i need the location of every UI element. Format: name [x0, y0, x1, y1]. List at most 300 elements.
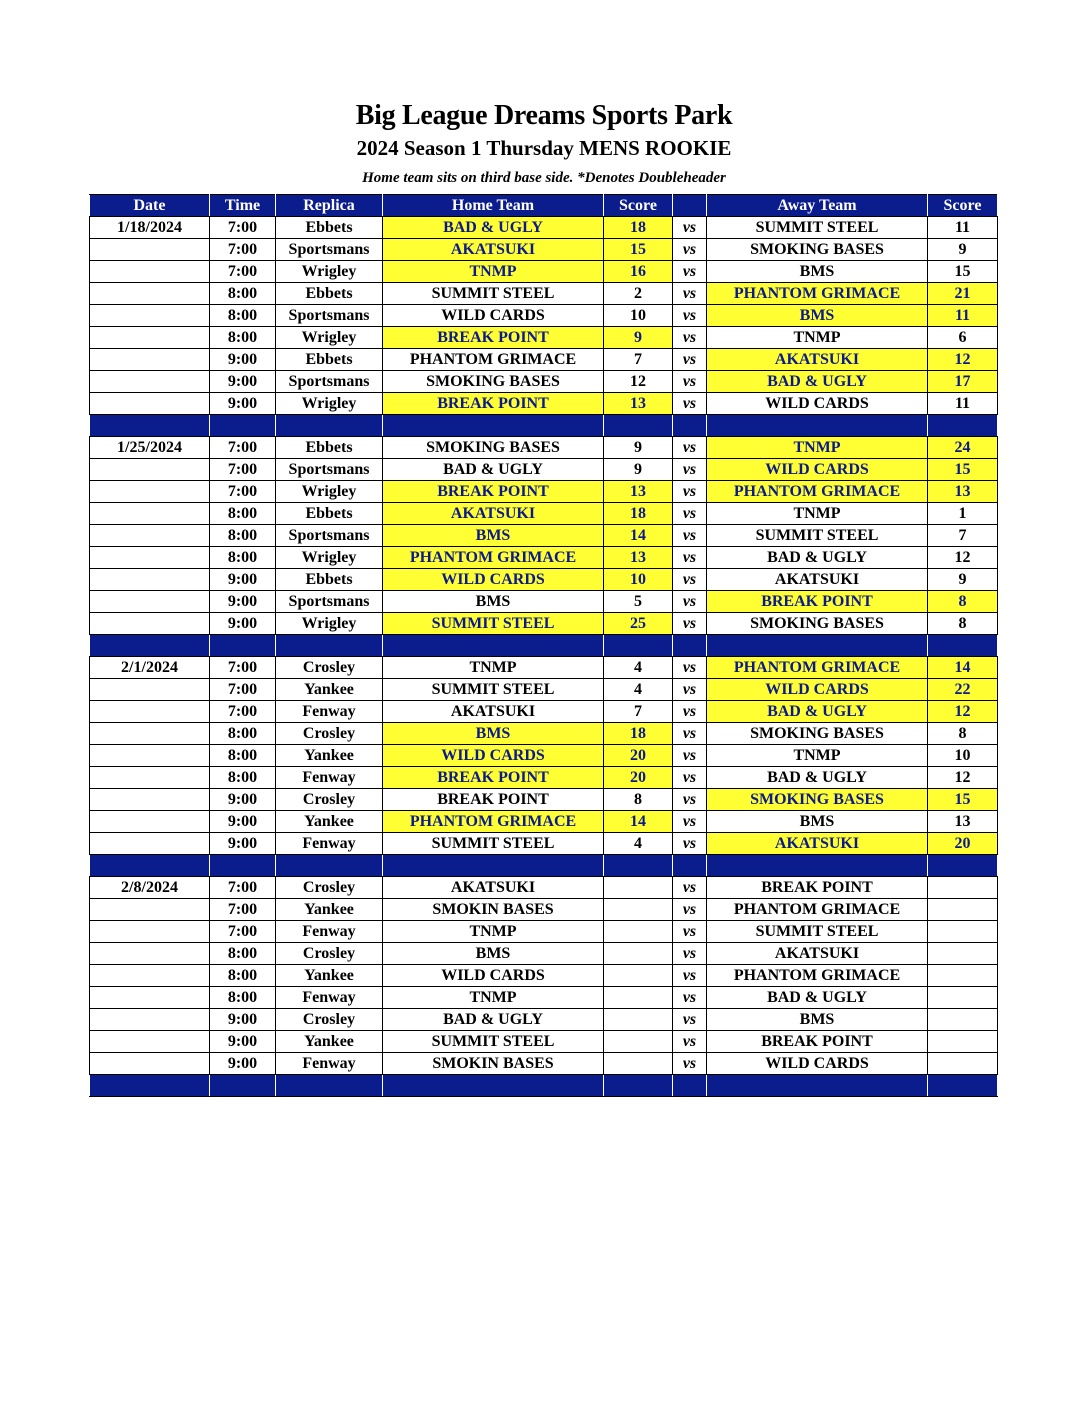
col-header-away-team: Away Team — [707, 195, 928, 217]
game-row — [90, 1009, 998, 1031]
home-score: 4 — [604, 679, 673, 701]
separator-cell — [673, 1075, 707, 1097]
separator-cell — [707, 855, 928, 877]
vs-label: vs — [673, 613, 707, 635]
home-team: AKATSUKI — [383, 503, 604, 525]
game-replica: Fenway — [276, 987, 383, 1009]
away-score: 9 — [928, 239, 998, 261]
vs-label: vs — [673, 767, 707, 789]
game-time: 7:00 — [210, 921, 276, 943]
away-team: SMOKING BASES — [707, 789, 928, 811]
game-row — [90, 217, 998, 239]
game-time: 9:00 — [210, 349, 276, 371]
game-date — [90, 943, 210, 965]
game-time: 8:00 — [210, 305, 276, 327]
separator-cell — [707, 1075, 928, 1097]
away-team: PHANTOM GRIMACE — [707, 481, 928, 503]
game-row — [90, 789, 998, 811]
home-team: BMS — [383, 591, 604, 613]
vs-label: vs — [673, 789, 707, 811]
vs-label: vs — [673, 965, 707, 987]
game-row — [90, 437, 998, 459]
away-score: 7 — [928, 525, 998, 547]
away-team: WILD CARDS — [707, 679, 928, 701]
home-score — [604, 921, 673, 943]
game-replica: Crosley — [276, 723, 383, 745]
table-header-row — [90, 195, 998, 217]
home-score: 13 — [604, 547, 673, 569]
separator-cell — [276, 855, 383, 877]
separator-cell — [210, 855, 276, 877]
game-time: 9:00 — [210, 569, 276, 591]
away-team: SMOKING BASES — [707, 723, 928, 745]
home-team: WILD CARDS — [383, 745, 604, 767]
separator-cell — [928, 635, 998, 657]
away-score: 6 — [928, 327, 998, 349]
game-row — [90, 921, 998, 943]
game-replica: Ebbets — [276, 283, 383, 305]
col-header-vs — [673, 195, 707, 217]
game-date — [90, 239, 210, 261]
away-score — [928, 987, 998, 1009]
game-date — [90, 723, 210, 745]
separator-cell — [604, 635, 673, 657]
separator-cell — [276, 635, 383, 657]
away-score: 22 — [928, 679, 998, 701]
away-team: WILD CARDS — [707, 1053, 928, 1075]
home-team: PHANTOM GRIMACE — [383, 349, 604, 371]
home-team: SUMMIT STEEL — [383, 613, 604, 635]
away-team: WILD CARDS — [707, 393, 928, 415]
away-team: BAD & UGLY — [707, 987, 928, 1009]
separator-cell — [90, 1075, 210, 1097]
game-date — [90, 613, 210, 635]
game-time: 8:00 — [210, 943, 276, 965]
game-replica: Sportsmans — [276, 525, 383, 547]
separator-cell — [604, 855, 673, 877]
game-time: 8:00 — [210, 547, 276, 569]
game-replica: Yankee — [276, 899, 383, 921]
home-score: 18 — [604, 503, 673, 525]
game-date — [90, 965, 210, 987]
game-row — [90, 459, 998, 481]
vs-label: vs — [673, 503, 707, 525]
home-score: 14 — [604, 811, 673, 833]
home-team: SMOKIN BASES — [383, 899, 604, 921]
away-score: 20 — [928, 833, 998, 855]
away-score: 11 — [928, 305, 998, 327]
vs-label: vs — [673, 811, 707, 833]
game-time: 7:00 — [210, 437, 276, 459]
game-date — [90, 987, 210, 1009]
home-team: AKATSUKI — [383, 701, 604, 723]
game-replica: Wrigley — [276, 481, 383, 503]
vs-label: vs — [673, 877, 707, 899]
away-team: AKATSUKI — [707, 349, 928, 371]
game-row — [90, 723, 998, 745]
game-date — [90, 789, 210, 811]
separator-cell — [707, 415, 928, 437]
away-score: 9 — [928, 569, 998, 591]
home-team: BAD & UGLY — [383, 217, 604, 239]
away-team: BMS — [707, 261, 928, 283]
game-time: 9:00 — [210, 1031, 276, 1053]
game-time: 8:00 — [210, 987, 276, 1009]
col-header-date: Date — [90, 195, 210, 217]
home-team: WILD CARDS — [383, 305, 604, 327]
away-team: BAD & UGLY — [707, 547, 928, 569]
vs-label: vs — [673, 745, 707, 767]
vs-label: vs — [673, 723, 707, 745]
home-score: 15 — [604, 239, 673, 261]
game-time: 8:00 — [210, 283, 276, 305]
separator-cell — [707, 635, 928, 657]
home-team: BMS — [383, 943, 604, 965]
game-date — [90, 745, 210, 767]
game-row — [90, 371, 998, 393]
game-time: 9:00 — [210, 1009, 276, 1031]
separator-cell — [604, 1075, 673, 1097]
away-score: 21 — [928, 283, 998, 305]
game-row — [90, 327, 998, 349]
vs-label: vs — [673, 217, 707, 239]
home-team: BMS — [383, 525, 604, 547]
home-score — [604, 877, 673, 899]
game-replica: Sportsmans — [276, 239, 383, 261]
game-row — [90, 239, 998, 261]
home-score: 25 — [604, 613, 673, 635]
home-score: 9 — [604, 327, 673, 349]
week-separator — [90, 855, 998, 877]
game-time: 9:00 — [210, 371, 276, 393]
game-row — [90, 657, 998, 679]
away-score: 12 — [928, 349, 998, 371]
away-team: TNMP — [707, 745, 928, 767]
vs-label: vs — [673, 1031, 707, 1053]
vs-label: vs — [673, 305, 707, 327]
home-score — [604, 943, 673, 965]
vs-label: vs — [673, 239, 707, 261]
vs-label: vs — [673, 701, 707, 723]
home-team: BMS — [383, 723, 604, 745]
game-replica: Sportsmans — [276, 305, 383, 327]
home-score: 4 — [604, 657, 673, 679]
away-team: SUMMIT STEEL — [707, 217, 928, 239]
home-score — [604, 965, 673, 987]
separator-cell — [673, 635, 707, 657]
game-row — [90, 943, 998, 965]
home-team: AKATSUKI — [383, 877, 604, 899]
game-date — [90, 305, 210, 327]
separator-cell — [928, 855, 998, 877]
away-score — [928, 899, 998, 921]
separator-cell — [90, 635, 210, 657]
vs-label: vs — [673, 987, 707, 1009]
schedule-body — [90, 217, 998, 1097]
separator-cell — [210, 635, 276, 657]
away-score — [928, 921, 998, 943]
game-date — [90, 525, 210, 547]
away-team: WILD CARDS — [707, 459, 928, 481]
home-team: PHANTOM GRIMACE — [383, 811, 604, 833]
col-header-away-score: Score — [928, 195, 998, 217]
separator-cell — [383, 635, 604, 657]
game-replica: Ebbets — [276, 349, 383, 371]
game-time: 9:00 — [210, 1053, 276, 1075]
away-team: PHANTOM GRIMACE — [707, 657, 928, 679]
game-time: 7:00 — [210, 657, 276, 679]
vs-label: vs — [673, 899, 707, 921]
away-team: SMOKING BASES — [707, 239, 928, 261]
away-score — [928, 943, 998, 965]
game-row — [90, 767, 998, 789]
vs-label: vs — [673, 833, 707, 855]
home-team: BREAK POINT — [383, 789, 604, 811]
game-row — [90, 679, 998, 701]
vs-label: vs — [673, 547, 707, 569]
game-row — [90, 261, 998, 283]
game-time: 8:00 — [210, 327, 276, 349]
away-score: 10 — [928, 745, 998, 767]
home-team: TNMP — [383, 987, 604, 1009]
away-score — [928, 877, 998, 899]
away-score: 15 — [928, 459, 998, 481]
game-date — [90, 1053, 210, 1075]
away-team: BMS — [707, 811, 928, 833]
away-team: AKATSUKI — [707, 943, 928, 965]
game-replica: Fenway — [276, 921, 383, 943]
home-score — [604, 1031, 673, 1053]
game-replica: Fenway — [276, 1053, 383, 1075]
game-time: 8:00 — [210, 503, 276, 525]
game-date — [90, 283, 210, 305]
away-score: 8 — [928, 613, 998, 635]
separator-cell — [210, 1075, 276, 1097]
game-time: 7:00 — [210, 261, 276, 283]
home-team: TNMP — [383, 261, 604, 283]
schedule-table — [89, 194, 998, 1097]
game-date — [90, 899, 210, 921]
away-score: 17 — [928, 371, 998, 393]
game-time: 8:00 — [210, 767, 276, 789]
away-team: PHANTOM GRIMACE — [707, 899, 928, 921]
game-time: 8:00 — [210, 745, 276, 767]
away-team: SMOKING BASES — [707, 613, 928, 635]
home-score: 9 — [604, 459, 673, 481]
home-score: 9 — [604, 437, 673, 459]
separator-cell — [928, 415, 998, 437]
home-team: WILD CARDS — [383, 569, 604, 591]
game-row — [90, 393, 998, 415]
game-time: 8:00 — [210, 723, 276, 745]
home-team: BREAK POINT — [383, 393, 604, 415]
away-score: 13 — [928, 481, 998, 503]
away-score: 11 — [928, 393, 998, 415]
home-team: TNMP — [383, 657, 604, 679]
vs-label: vs — [673, 283, 707, 305]
game-row — [90, 305, 998, 327]
game-row — [90, 349, 998, 371]
game-date — [90, 327, 210, 349]
game-date — [90, 349, 210, 371]
game-replica: Wrigley — [276, 547, 383, 569]
vs-label: vs — [673, 349, 707, 371]
game-replica: Crosley — [276, 789, 383, 811]
vs-label: vs — [673, 1009, 707, 1031]
separator-cell — [383, 415, 604, 437]
game-date — [90, 1009, 210, 1031]
away-team: BAD & UGLY — [707, 701, 928, 723]
separator-cell — [383, 855, 604, 877]
game-time: 9:00 — [210, 613, 276, 635]
game-time: 7:00 — [210, 877, 276, 899]
away-team: BMS — [707, 1009, 928, 1031]
game-time: 7:00 — [210, 217, 276, 239]
page-subtitle: 2024 Season 1 Thursday MENS ROOKIE — [356, 136, 732, 160]
away-score: 12 — [928, 767, 998, 789]
game-date — [90, 459, 210, 481]
away-team: TNMP — [707, 503, 928, 525]
separator-cell — [90, 855, 210, 877]
game-time: 7:00 — [210, 899, 276, 921]
home-score: 18 — [604, 217, 673, 239]
game-row — [90, 481, 998, 503]
game-date — [90, 701, 210, 723]
game-replica: Ebbets — [276, 437, 383, 459]
away-score — [928, 1009, 998, 1031]
game-date: 1/25/2024 — [90, 437, 210, 459]
game-date — [90, 371, 210, 393]
schedule-note: Home team sits on third base side. *Denotes Doubleheader — [362, 170, 726, 186]
separator-cell — [276, 1075, 383, 1097]
home-score: 12 — [604, 371, 673, 393]
game-replica: Crosley — [276, 943, 383, 965]
game-replica: Sportsmans — [276, 459, 383, 481]
game-row — [90, 591, 998, 613]
away-team: SUMMIT STEEL — [707, 921, 928, 943]
game-row — [90, 899, 998, 921]
game-replica: Yankee — [276, 965, 383, 987]
home-team: PHANTOM GRIMACE — [383, 547, 604, 569]
home-score: 16 — [604, 261, 673, 283]
home-score: 18 — [604, 723, 673, 745]
home-team: BAD & UGLY — [383, 1009, 604, 1031]
home-team: BREAK POINT — [383, 767, 604, 789]
game-date: 1/18/2024 — [90, 217, 210, 239]
game-date: 2/1/2024 — [90, 657, 210, 679]
game-row — [90, 283, 998, 305]
game-replica: Crosley — [276, 1009, 383, 1031]
game-row — [90, 569, 998, 591]
vs-label: vs — [673, 459, 707, 481]
week-separator — [90, 635, 998, 657]
game-time: 9:00 — [210, 789, 276, 811]
home-score: 2 — [604, 283, 673, 305]
vs-label: vs — [673, 1053, 707, 1075]
separator-cell — [604, 415, 673, 437]
game-date — [90, 591, 210, 613]
game-replica: Sportsmans — [276, 591, 383, 613]
vs-label: vs — [673, 569, 707, 591]
vs-label: vs — [673, 591, 707, 613]
home-score: 8 — [604, 789, 673, 811]
game-time: 9:00 — [210, 833, 276, 855]
away-score: 15 — [928, 261, 998, 283]
game-row — [90, 745, 998, 767]
game-replica: Fenway — [276, 701, 383, 723]
away-score: 24 — [928, 437, 998, 459]
game-time: 7:00 — [210, 481, 276, 503]
separator-cell — [928, 1075, 998, 1097]
game-row — [90, 547, 998, 569]
game-row — [90, 1053, 998, 1075]
home-score: 5 — [604, 591, 673, 613]
game-replica: Fenway — [276, 833, 383, 855]
game-replica: Fenway — [276, 767, 383, 789]
game-date — [90, 811, 210, 833]
game-replica: Crosley — [276, 657, 383, 679]
separator-cell — [90, 415, 210, 437]
vs-label: vs — [673, 393, 707, 415]
game-row — [90, 987, 998, 1009]
home-score — [604, 987, 673, 1009]
vs-label: vs — [673, 943, 707, 965]
away-team: SUMMIT STEEL — [707, 525, 928, 547]
home-team: SMOKING BASES — [383, 371, 604, 393]
away-team: PHANTOM GRIMACE — [707, 965, 928, 987]
game-row — [90, 701, 998, 723]
vs-label: vs — [673, 657, 707, 679]
away-score: 12 — [928, 547, 998, 569]
game-time: 9:00 — [210, 591, 276, 613]
away-team: PHANTOM GRIMACE — [707, 283, 928, 305]
away-score: 8 — [928, 591, 998, 613]
away-team: BAD & UGLY — [707, 371, 928, 393]
away-team: BREAK POINT — [707, 1031, 928, 1053]
vs-label: vs — [673, 679, 707, 701]
away-team: BMS — [707, 305, 928, 327]
away-team: AKATSUKI — [707, 833, 928, 855]
home-team: SMOKIN BASES — [383, 1053, 604, 1075]
vs-label: vs — [673, 371, 707, 393]
separator-cell — [276, 415, 383, 437]
home-score: 13 — [604, 481, 673, 503]
col-header-time: Time — [210, 195, 276, 217]
game-time: 7:00 — [210, 239, 276, 261]
separator-cell — [383, 1075, 604, 1097]
home-score: 7 — [604, 349, 673, 371]
game-replica: Ebbets — [276, 569, 383, 591]
home-score — [604, 899, 673, 921]
game-time: 8:00 — [210, 965, 276, 987]
page-title: Big League Dreams Sports Park — [355, 100, 733, 131]
home-score: 7 — [604, 701, 673, 723]
game-replica: Yankee — [276, 811, 383, 833]
game-date: 2/8/2024 — [90, 877, 210, 899]
away-score: 14 — [928, 657, 998, 679]
game-date — [90, 921, 210, 943]
col-header-home-team: Home Team — [383, 195, 604, 217]
home-team: SMOKING BASES — [383, 437, 604, 459]
away-score: 11 — [928, 217, 998, 239]
game-date — [90, 679, 210, 701]
home-team: SUMMIT STEEL — [383, 679, 604, 701]
away-score: 1 — [928, 503, 998, 525]
home-score — [604, 1009, 673, 1031]
home-team: TNMP — [383, 921, 604, 943]
away-team: TNMP — [707, 327, 928, 349]
away-score: 12 — [928, 701, 998, 723]
